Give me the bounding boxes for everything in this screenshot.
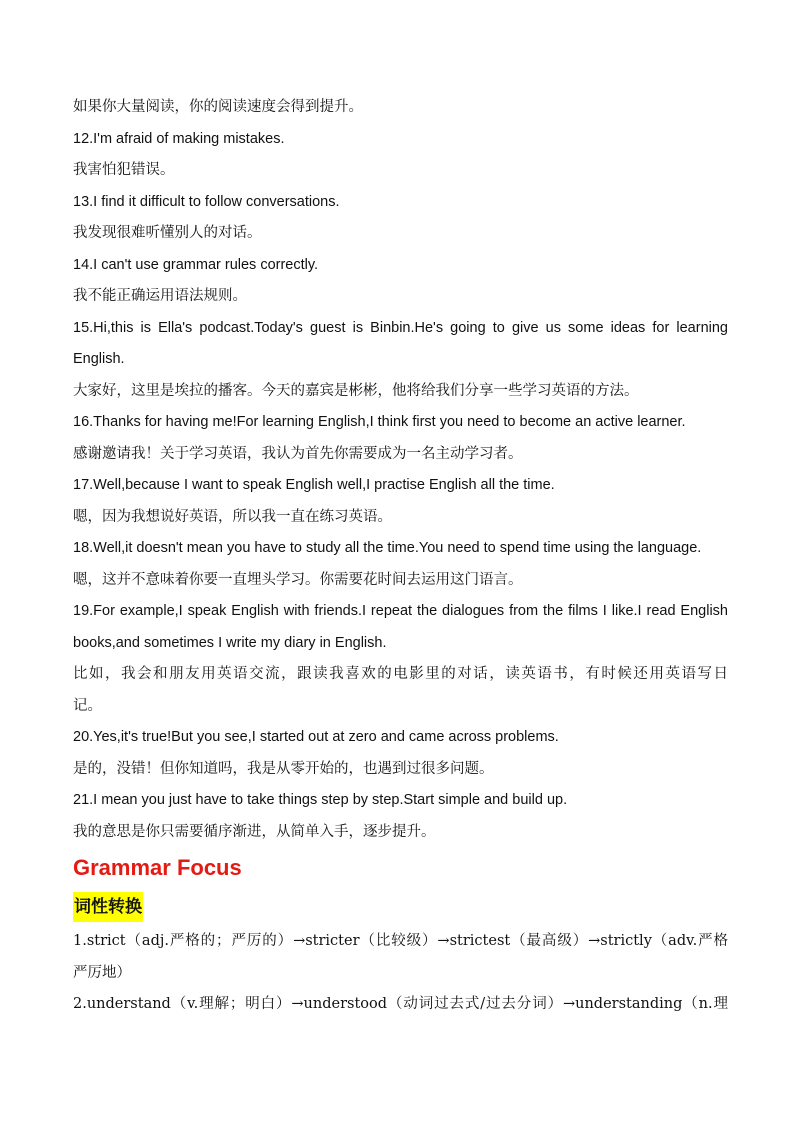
- translation-line: 嗯，因为我想说好英语，所以我一直在练习英语。: [73, 508, 392, 525]
- sentence-18: 18.Well,it doesn't mean you have to study all the time.You need to spend time using the language.: [73, 540, 702, 556]
- translation-line: 我的意思是你只需要循序渐进，从简单入手，逐步提升。: [73, 823, 436, 840]
- section-heading: Grammar Focus: [73, 855, 242, 880]
- translation-line: 记。: [73, 697, 102, 714]
- word-form-item-1-part1: 1.strict（adj.严格的；严厉的）→stricter（比较级）→strictest（最高级）→strictly（adv.严格: [73, 933, 728, 949]
- sentence-17: 17.Well,because I want to speak English well,I practise English all the time.: [73, 477, 555, 493]
- translation-line: 我不能正确运用语法规则。: [73, 288, 247, 304]
- translation-line: 我发现很难听懂别人的对话。: [73, 225, 262, 241]
- subheading-row: [73, 888, 728, 926]
- word-form-item-1-part2: 严厉地）: [73, 964, 131, 981]
- sentence-13: 13.I find it difficult to follow conversations.: [73, 193, 340, 210]
- word-form-item-2: 2.understand（v.理解；明白）→understood（动词过去式/过去分词）→understanding（n.理: [73, 996, 728, 1012]
- sentence-21: 21.I mean you just have to take things step by step.Start simple and build up.: [73, 792, 568, 808]
- translation-line: 是的，没错！但你知道吗，我是从零开始的，也遇到过很多问题。: [73, 760, 494, 777]
- sentence-19-part1: 19.For example,I speak English with friends.I repeat the dialogues from the films I like.I read English: [73, 603, 728, 619]
- sentence-15-part2: English.: [73, 351, 125, 367]
- translation-line: 比如，我会和朋友用英语交流，跟读我喜欢的电影里的对话，读英语书，有时候还用英语写日: [73, 666, 728, 682]
- sentence-14: 14.I can't use grammar rules correctly.: [73, 256, 319, 273]
- sentence-19-part2: books,and sometimes I write my diary in English.: [73, 634, 387, 651]
- sentence-16: 16.Thanks for having me!For learning English,I think first you need to become an active learner.: [73, 414, 686, 430]
- sentence-12: 12.I'm afraid of making mistakes.: [73, 130, 285, 147]
- highlighted-subheading: 词性转换: [73, 892, 143, 922]
- document-page: [73, 92, 728, 1021]
- translation-line: 感谢邀请我！关于学习英语，我认为首先你需要成为一名主动学习者。: [73, 445, 523, 462]
- translation-line: 大家好，这里是埃拉的播客。今天的嘉宾是彬彬，他将给我们分享一些学习英语的方法。: [73, 382, 639, 399]
- translation-line: 如果你大量阅读，你的阅读速度会得到提升。: [73, 99, 363, 115]
- translation-line: 我害怕犯错误。: [73, 162, 175, 178]
- translation-line: 嗯，这并不意味着你要一直埋头学习。你需要花时间去运用这门语言。: [73, 571, 523, 588]
- sentence-15-part1: 15.Hi,this is Ella's podcast.Today's guest is Binbin.He's going to give us some ideas for learning: [73, 319, 728, 336]
- sentence-20: 20.Yes,it's true!But you see,I started out at zero and came across problems.: [73, 729, 559, 745]
